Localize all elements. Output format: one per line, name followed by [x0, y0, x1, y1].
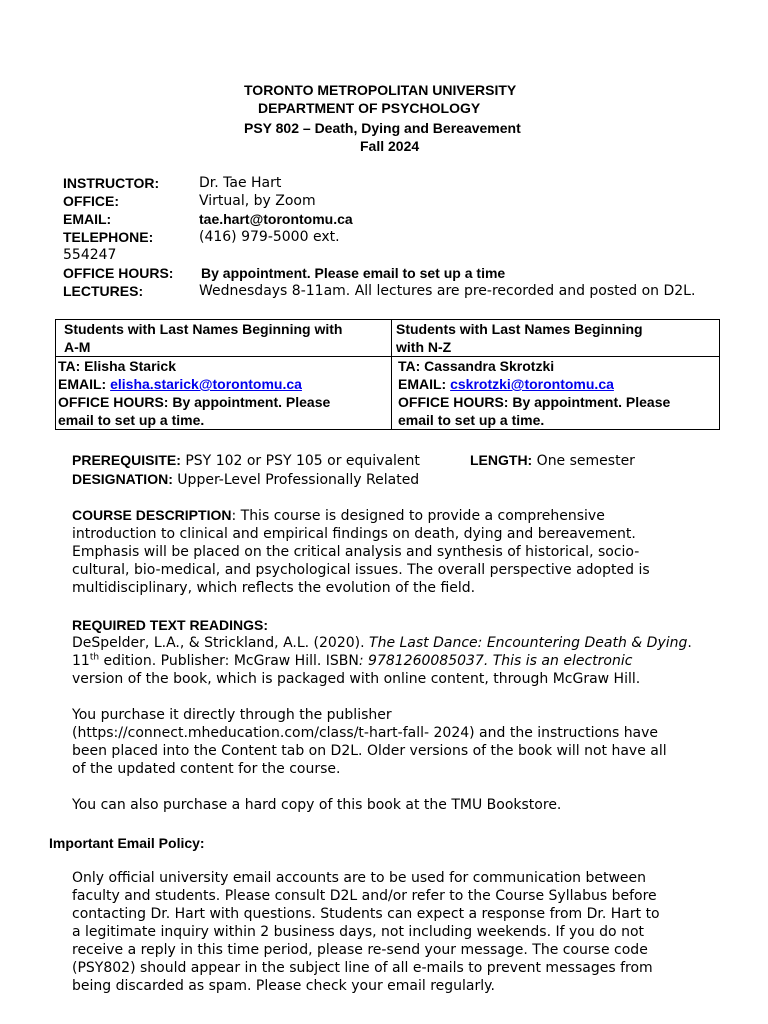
designation-line: [72, 470, 722, 489]
description-line: introduction to clinical and empirical findings on death, dying and bereavement.: [72, 526, 636, 542]
prereq-label: PREREQUISITE:: [72, 452, 181, 468]
policy-line: (PSY802) should appear in the subject line of all e-mails to prevent messages from: [72, 960, 653, 976]
ta-name-am: TA: Elisha Starick: [58, 358, 177, 374]
office-label: OFFICE:: [63, 193, 119, 209]
policy-line: contacting Dr. Hart with questions. Students can expect a response from Dr. Hart to: [72, 906, 660, 922]
bookstore-line: [72, 796, 722, 814]
ta-cell-am: [56, 357, 392, 430]
description-line: Emphasis will be placed on the critical analysis and synthesis of historical, socio-: [72, 544, 640, 560]
instructor-label: INSTRUCTOR:: [63, 175, 160, 191]
ta-table: [55, 319, 720, 430]
ta-email-label-am: EMAIL:: [58, 376, 107, 392]
course-description: [72, 506, 722, 597]
purchase-line: been placed into the Content tab on D2L. Older versions of the book will not have all: [72, 743, 667, 759]
ta-cell-nz: [392, 357, 720, 430]
office-hours-value: By appointment. Please email to set up a time: [201, 265, 506, 281]
email-label: EMAIL:: [63, 211, 112, 227]
email-policy-heading: Important Email Policy:: [49, 835, 205, 851]
readings-isbn: : 9781260085037. This is an electronic: [358, 653, 633, 669]
course-title: PSY 802 – Death, Dying and Bereavement: [244, 120, 521, 136]
readings-line: [72, 634, 722, 652]
ta-header-nz-line2: with N-Z: [396, 339, 452, 355]
university-title: TORONTO METROPOLITAN UNIVERSITY: [244, 82, 517, 98]
policy-line: faculty and students. Please consult D2L and/or refer to the Course Syllabus before: [72, 888, 657, 904]
readings-heading: REQUIRED TEXT READINGS:: [72, 617, 269, 633]
purchase-line: (https://connect.mheducation.com/class/t-hart-fall- 2024) and the instructions have: [72, 725, 659, 741]
ta-hours-am-line1: OFFICE HOURS: By appointment. Please: [58, 394, 331, 410]
ta-header-nz: [392, 320, 720, 357]
ta-name-nz: TA: Cassandra Skrotzki: [398, 358, 555, 374]
readings-book-title: The Last Dance: Encountering Death & Dying: [369, 635, 688, 651]
ta-table-header-row: [56, 320, 720, 357]
prereq-line: [72, 451, 722, 470]
ta-hours-nz-line2: email to set up a time.: [398, 412, 545, 428]
instructor-email: tae.hart@torontomu.ca: [199, 211, 353, 227]
designation-label: DESIGNATION:: [72, 471, 173, 487]
description-text: : This course is designed to provide a comprehensive: [231, 508, 605, 524]
policy-line: Only official university email accounts are to be used for communication between: [72, 870, 647, 886]
ta-hours-nz-line1: OFFICE HOURS: By appointment. Please: [398, 394, 671, 410]
prereq-block: [72, 451, 722, 489]
description-line: [72, 506, 722, 525]
description-label: COURSE DESCRIPTION: [72, 507, 232, 523]
ta-header-nz-line1: Students with Last Names Beginning: [396, 321, 643, 337]
ta-email-link-am[interactable]: elisha.starick@torontomu.ca: [110, 376, 302, 392]
ta-email-link-nz[interactable]: cskrotzki@torontomu.ca: [450, 376, 614, 392]
office-value: Virtual, by Zoom: [199, 193, 316, 209]
ta-email-line-nz: [398, 375, 715, 393]
prereq-value: PSY 102 or PSY 105 or equivalent: [180, 453, 420, 469]
designation-value: Upper-Level Professionally Related: [172, 472, 420, 488]
length-group: [470, 451, 635, 470]
readings-authors: DeSpelder, L.A., & Strickland, A.L. (2020).: [72, 635, 370, 651]
description-line: cultural, bio-medical, and psychological issues. The overall perspective adopted is: [72, 562, 650, 578]
ta-table-body-row: [56, 357, 720, 430]
department-title: DEPARTMENT OF PSYCHOLOGY: [258, 100, 481, 116]
policy-line: receive a reply in this time period, please re-send your message. The course code: [72, 942, 648, 958]
ta-email-label-nz: EMAIL:: [398, 376, 447, 392]
readings-edition-num: 11: [72, 653, 90, 669]
ta-email-line-am: [58, 375, 387, 393]
office-hours-label: OFFICE HOURS:: [63, 265, 174, 281]
readings-line: [72, 652, 722, 670]
policy-line: a legitimate inquiry within 2 business days, not including weekends. If you do not: [72, 924, 644, 940]
readings-edition-sup: th: [89, 652, 100, 663]
term-title: Fall 2024: [360, 138, 420, 154]
length-value: One semester: [532, 453, 635, 469]
lectures-value: Wednesdays 8-11am. All lectures are pre-recorded and posted on D2L.: [199, 283, 696, 299]
telephone-ext: 554247: [63, 247, 117, 263]
readings-edition-rest: edition. Publisher: McGraw Hill. ISBN: [99, 653, 359, 669]
email-policy-block: [72, 869, 722, 995]
purchase-block: [72, 706, 722, 778]
policy-line: being discarded as spam. Please check your email regularly.: [72, 978, 495, 994]
length-label: LENGTH:: [470, 452, 533, 468]
ta-header-am: [56, 320, 392, 357]
purchase-line: You purchase it directly through the publisher: [72, 707, 392, 723]
ta-header-am-line2: A-M: [64, 339, 91, 355]
telephone-label: TELEPHONE:: [63, 229, 154, 245]
purchase-line: of the updated content for the course.: [72, 761, 341, 777]
readings-label: [72, 616, 722, 635]
ta-header-am-line1: Students with Last Names Beginning with: [64, 321, 343, 337]
ta-hours-am-line2: email to set up a time.: [58, 412, 205, 428]
instructor-value: Dr. Tae Hart: [199, 175, 282, 191]
bookstore-text: You can also purchase a hard copy of this book at the TMU Bookstore.: [72, 797, 562, 813]
readings-block: [72, 634, 722, 688]
readings-line: version of the book, which is packaged with online content, through McGraw Hill.: [72, 671, 641, 687]
readings-title-end: .: [687, 635, 692, 651]
lectures-label: LECTURES:: [63, 283, 144, 299]
telephone-value: (416) 979-5000 ext.: [199, 229, 340, 245]
description-line: multidisciplinary, which reflects the evolution of the field.: [72, 580, 476, 596]
